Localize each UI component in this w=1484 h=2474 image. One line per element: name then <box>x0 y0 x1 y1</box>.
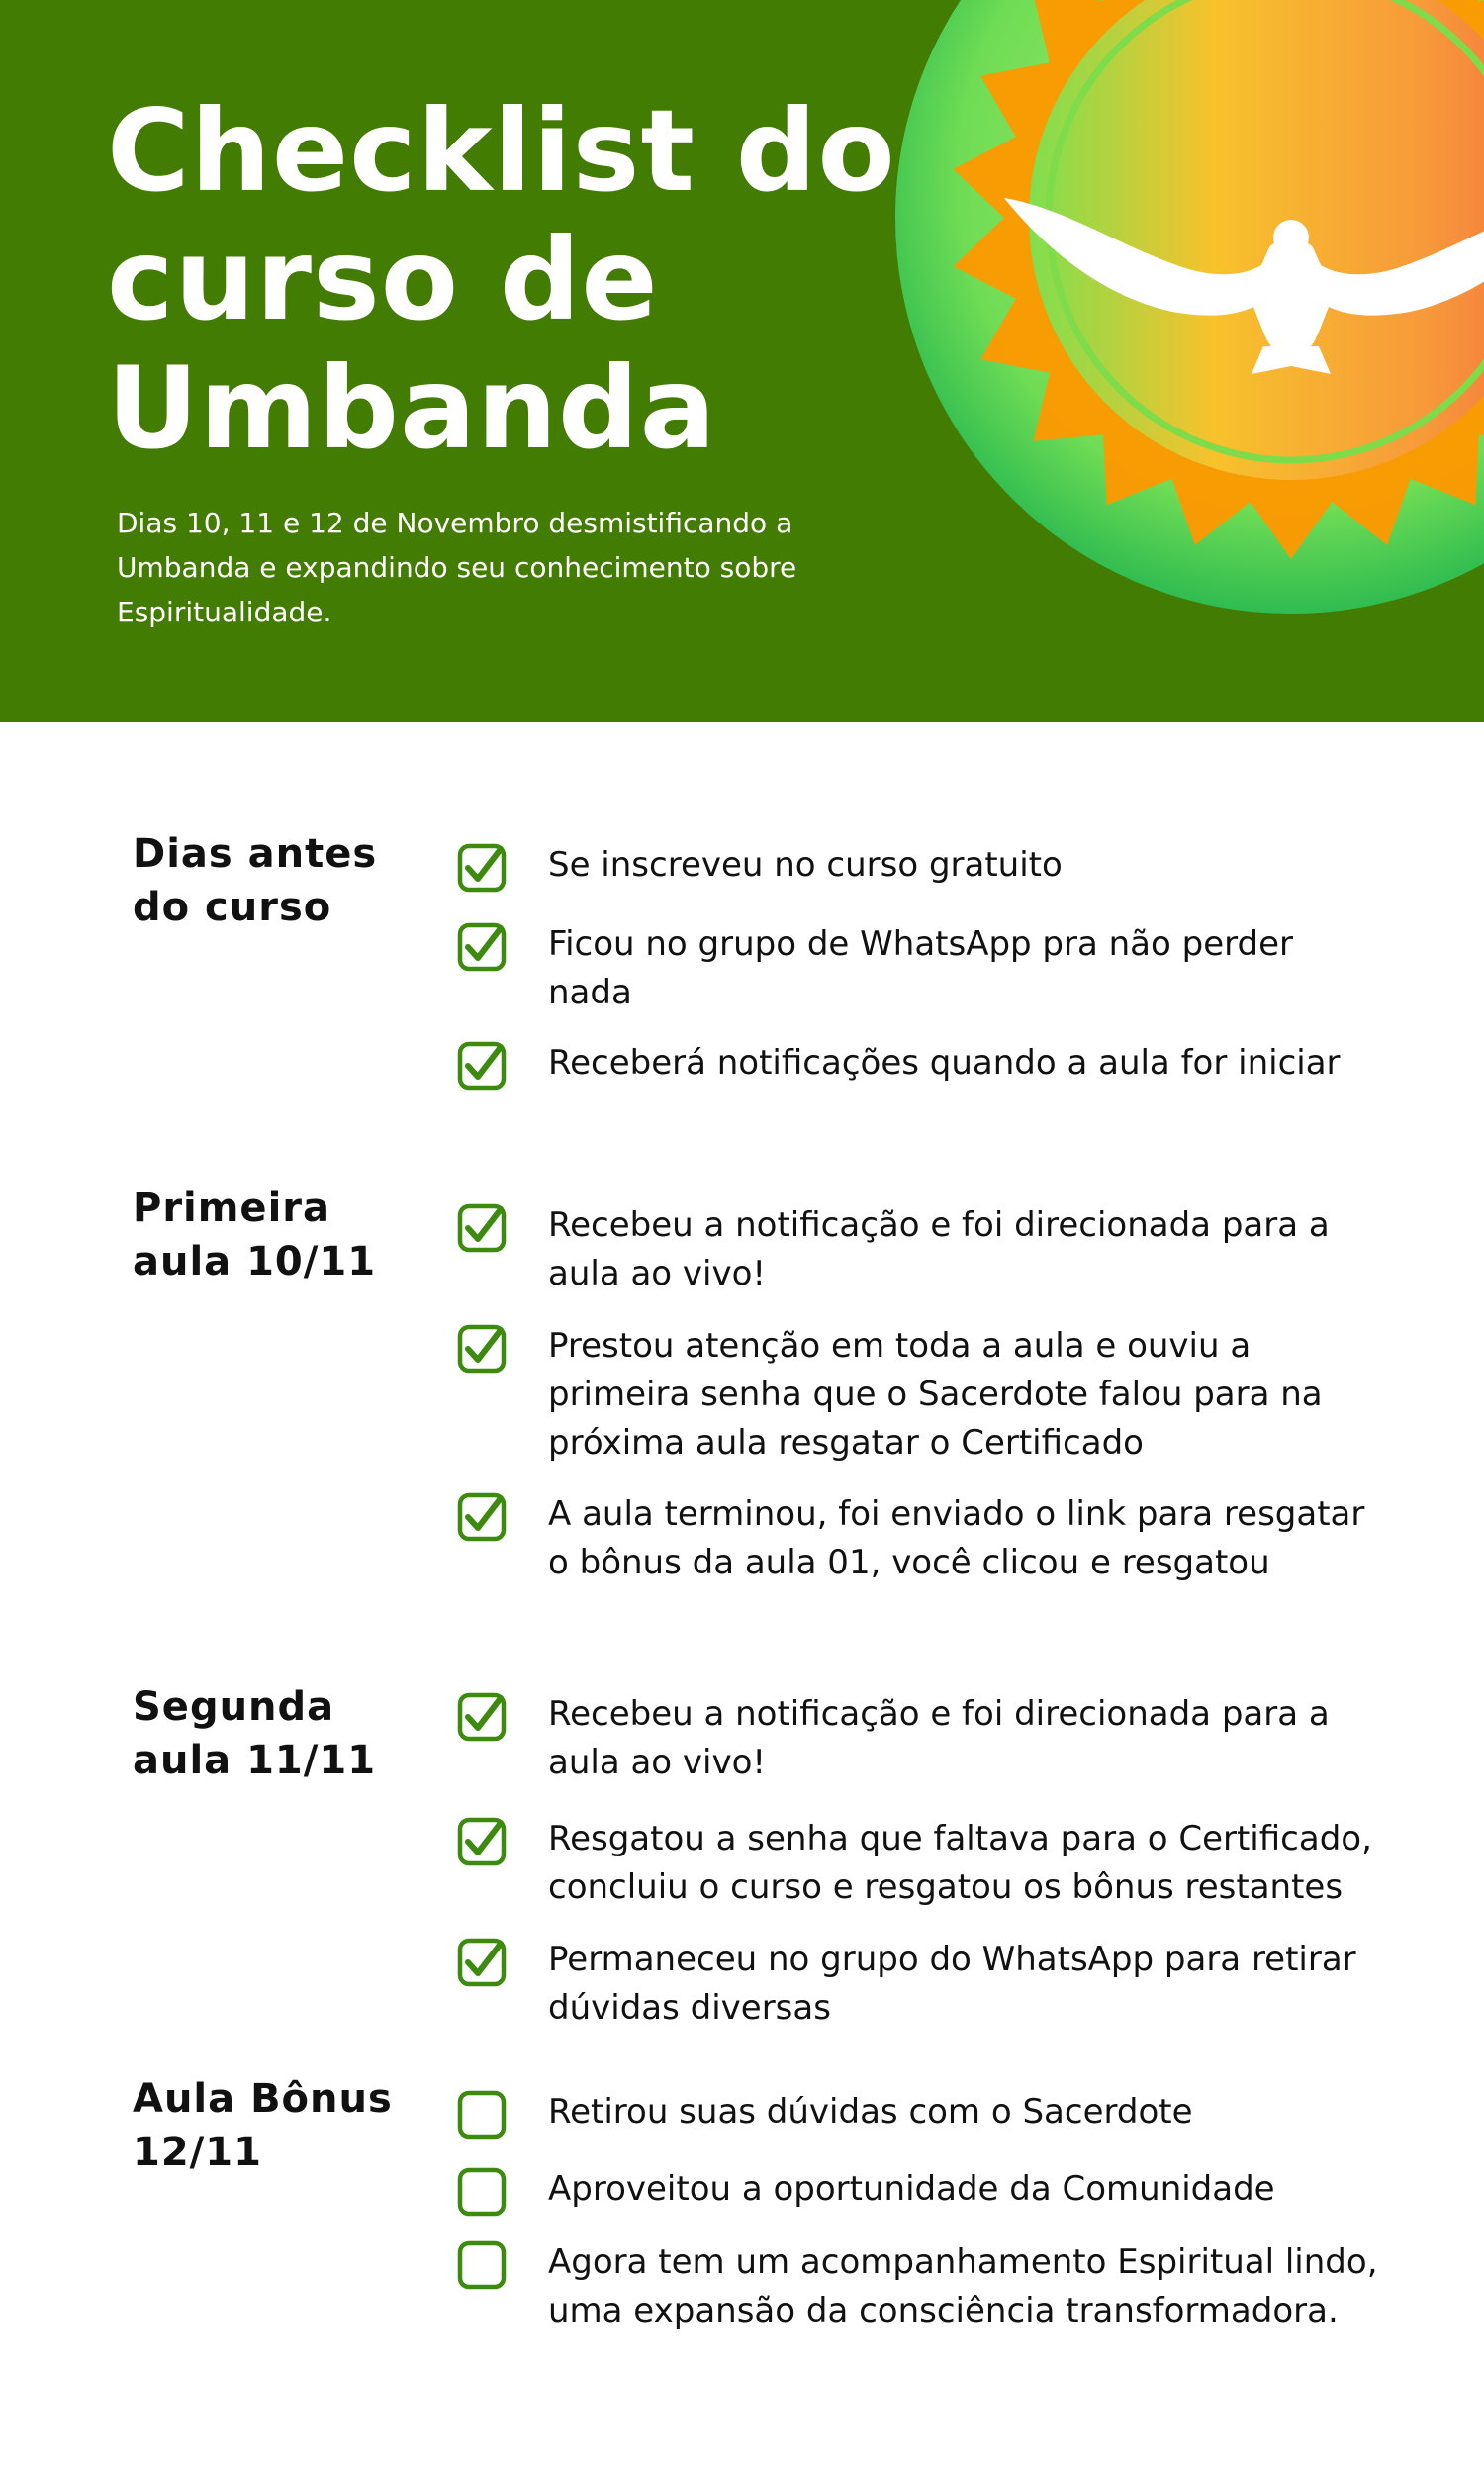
section-title: Aula Bônus 12/11 <box>133 2076 393 2175</box>
checkbox-checked-icon[interactable] <box>457 1938 507 1987</box>
checkbox-checked-icon[interactable] <box>457 1492 507 1542</box>
header-banner <box>0 0 1484 722</box>
checkbox-empty-icon[interactable] <box>457 2090 507 2140</box>
page-subtitle: Dias 10, 11 e 12 de Novembro desmistificando a Umbanda e expandindo seu conhecimento sobre Espiritualidade. <box>117 507 797 628</box>
checkbox-empty-icon[interactable] <box>457 2167 507 2217</box>
checkbox-checked-icon[interactable] <box>457 1692 507 1742</box>
section-title: Primeira aula 10/11 <box>133 1186 377 1285</box>
page-title: Checklist do curso de Umbanda <box>107 85 896 474</box>
checkbox-checked-icon[interactable] <box>457 1203 507 1253</box>
sun-dove-emblem-icon <box>876 0 1484 722</box>
section-title: Segunda aula 11/11 <box>133 1684 377 1783</box>
checkbox-checked-icon[interactable] <box>457 843 507 893</box>
checkbox-checked-icon[interactable] <box>457 1817 507 1866</box>
checkbox-checked-icon[interactable] <box>457 1041 507 1091</box>
checkbox-checked-icon[interactable] <box>457 1324 507 1374</box>
checkbox-checked-icon[interactable] <box>457 922 507 972</box>
section-title: Dias antes do curso <box>133 831 378 930</box>
checkbox-empty-icon[interactable] <box>457 2240 507 2290</box>
